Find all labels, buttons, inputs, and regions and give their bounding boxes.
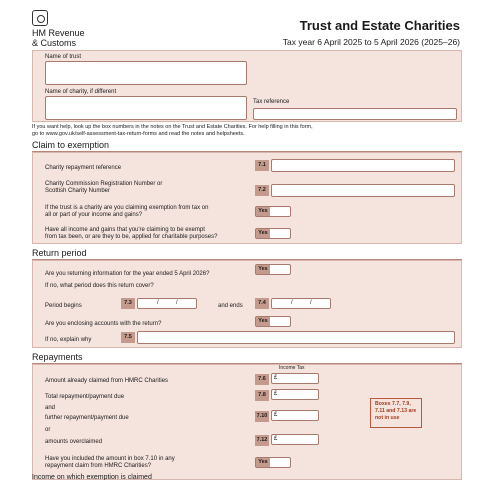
claiming-exemption-question: [45, 205, 208, 219]
date-separator: /: [176, 300, 178, 306]
period-ends-date-field[interactable]: [271, 298, 331, 309]
name-of-charity-field[interactable]: [45, 96, 247, 120]
org-name-line2: & Customs: [32, 38, 77, 48]
name-of-charity-label: Name of charity, if different: [45, 89, 117, 95]
enclosing-accounts-yes-box[interactable]: [255, 316, 291, 327]
year-ended-question: Are you returning information for the year ended 5 April 2026?: [45, 271, 210, 277]
total-due-label: Total repayment/payment due: [45, 394, 125, 400]
charitable-purposes-yes-box[interactable]: [255, 228, 291, 239]
and-ends-label: and ends: [218, 303, 243, 309]
further-due-label: further repayment/payment due: [45, 415, 129, 421]
charitable-purposes-question: [45, 227, 217, 241]
enclosing-accounts-question: Are you enclosing accounts with the return?: [45, 321, 162, 327]
next-section-heading: Income on which exemption is claimed: [32, 474, 152, 480]
yes-label: Yes: [256, 207, 270, 216]
box-7-10: 7.10: [255, 411, 269, 422]
boxes-not-in-use-note: Boxes 7.7, 7.9, 7.11 and 7.13 are not in use: [370, 398, 422, 428]
name-of-trust-field[interactable]: [45, 61, 247, 85]
yes-label: Yes: [256, 317, 270, 326]
yes-label: Yes: [256, 265, 270, 274]
included-in-claim-yes-box[interactable]: [255, 457, 291, 468]
year-ended-yes-box[interactable]: [255, 264, 291, 275]
explain-why-field[interactable]: [137, 331, 455, 344]
registration-number-field[interactable]: [271, 184, 455, 197]
and-label: and: [45, 405, 56, 411]
tax-reference-field[interactable]: [253, 108, 457, 120]
box-7-1: 7.1: [255, 160, 269, 171]
included-in-claim-question: [45, 456, 175, 470]
overclaimed-amount[interactable]: £: [271, 434, 319, 445]
claiming-exemption-line2: all or part of your income and gains?: [45, 212, 143, 218]
yes-label: Yes: [256, 458, 270, 467]
registration-number-line2: Scottish Charity Number: [45, 188, 111, 194]
date-separator: /: [291, 300, 293, 306]
box-7-6: 7.6: [255, 374, 269, 385]
charitable-purposes-line1: Have all income and gains that you're claiming to be exempt: [45, 227, 205, 233]
box-7-2: 7.2: [255, 185, 269, 196]
tax-reference-label: Tax reference: [253, 99, 290, 105]
tax-year-subtitle: Tax year 6 April 2025 to 5 April 2026 (2025–26): [282, 37, 460, 47]
period-cover-question: If no, what period does this return cover?: [45, 283, 154, 289]
date-separator: /: [310, 300, 312, 306]
period-begins-date-field[interactable]: [137, 298, 197, 309]
details-panel: [32, 50, 462, 122]
charity-repayment-ref-field[interactable]: [271, 159, 455, 172]
registration-number-line1: Charity Commission Registration Number or: [45, 181, 163, 187]
already-claimed-label: Amount already claimed from HMRC Charities: [45, 378, 169, 384]
name-of-trust-label: Name of trust: [45, 54, 82, 60]
intro-line1: If you want help, look up the box numbers in the notes on the Trust and Estate Charities. For help filling in this form,: [32, 124, 313, 130]
box-7-3: 7.3: [121, 298, 135, 309]
box-7-4: 7.4: [255, 298, 269, 309]
included-in-claim-line2: repayment claim from HMRC Charities?: [45, 463, 152, 469]
overclaimed-label: amounts overclaimed: [45, 439, 103, 445]
claim-section-title: Claim to exemption: [32, 140, 110, 150]
total-due-amount[interactable]: £: [271, 389, 319, 400]
intro-text: [32, 124, 452, 138]
org-name: [32, 28, 85, 48]
charity-repayment-ref-label: Charity repayment reference: [45, 165, 122, 171]
hmrc-crest-icon: [32, 10, 48, 26]
org-name-line1: HM Revenue: [32, 28, 85, 38]
intro-line2: go to www.gov.uk/self-assessment-tax-return-forms and read the notes and helpsheets.: [32, 131, 245, 137]
or-label: or: [45, 427, 51, 433]
box-7-8: 7.8: [255, 390, 269, 401]
further-due-amount[interactable]: £: [271, 410, 319, 421]
claiming-exemption-line1: If the trust is a charity are you claiming exemption from tax on: [45, 205, 209, 211]
form-title: Trust and Estate Charities: [299, 18, 460, 33]
included-in-claim-line1: Have you included the amount in box 7.10 in any: [45, 456, 175, 462]
explain-why-label: If no, explain why: [45, 337, 92, 343]
registration-number-label: [45, 181, 162, 195]
claiming-exemption-yes-box[interactable]: [255, 206, 291, 217]
return-period-panel: [32, 260, 462, 348]
income-tax-column-header: Income Tax: [279, 365, 305, 371]
return-period-title: Return period: [32, 248, 87, 258]
date-separator: /: [157, 300, 159, 306]
period-begins-label: Period begins: [45, 303, 82, 309]
already-claimed-amount[interactable]: £: [271, 373, 319, 384]
box-7-5: 7.5: [121, 332, 135, 343]
yes-label: Yes: [256, 229, 270, 238]
box-7-12: 7.12: [255, 435, 269, 446]
repayments-title: Repayments: [32, 352, 83, 362]
claim-panel: [32, 152, 462, 244]
charitable-purposes-line2: from tax been, or are they to be, applied for charitable purposes?: [45, 234, 218, 240]
